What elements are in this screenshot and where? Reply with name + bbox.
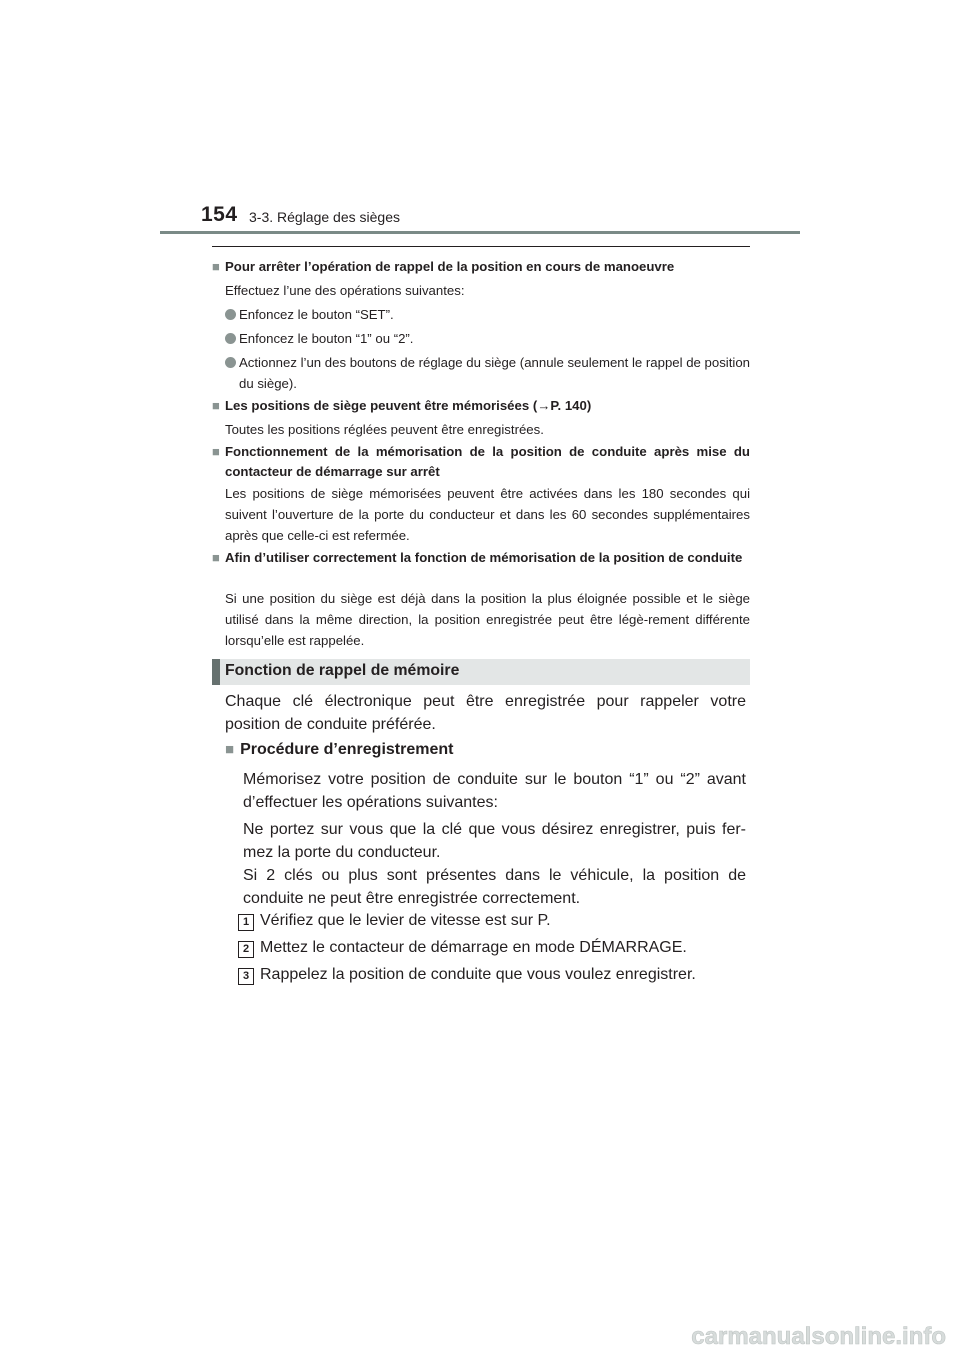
step-text: Rappelez la position de conduite que vous voulez enregistrer. (260, 966, 696, 983)
section-banner (212, 659, 750, 685)
note-heading: ■ Pour arrêter l’opération de rappel de la position en cours de manoeuvre (212, 257, 750, 277)
note-heading: ■ Fonctionnement de la mémorisation de la position de conduite après mise du contacteur de démarrage sur arrêt (212, 444, 750, 479)
note-body: Toutes les positions réglées peuvent être enregistrées. (225, 422, 544, 437)
round-bullet-icon (225, 309, 236, 320)
procedure-paragraph: Si 2 clés ou plus sont présentes dans le véhicule, la position de conduite ne peut être enregistrée correctement. (243, 867, 746, 907)
square-bullet-icon: ■ (212, 444, 220, 459)
header-rule (160, 231, 800, 234)
procedure-paragraph: Mémorisez votre position de conduite sur le bouton “1” ou “2” avant d’effectuer les opérations suivantes: (243, 771, 746, 811)
procedure-paragraph: Ne portez sur vous que la clé que vous désirez enregistrer, puis fer-mez la porte du conducteur. (243, 821, 746, 861)
banner-accent-bar (212, 659, 220, 685)
svg-text:carmanualsonline.info: carmanualsonline.info (691, 1323, 946, 1350)
page-number: 154 (201, 203, 238, 226)
note-body: Les positions de siège mémorisées peuvent être activées dans les 180 secondes qui suivent l’ouverture de la porte du conducteur et dans les 60 secondes supplémentaires après que celle-ci est refermée. (225, 486, 750, 543)
list-item: Enfoncez le bouton “SET”. (225, 304, 750, 325)
step-number: 2 (238, 941, 254, 958)
square-bullet-icon: ■ (212, 398, 220, 413)
note-body: Si une position du siège est déjà dans la position la plus éloignée possible et le siège utilisé dans la même direction, la position enregistrée peut être légè-rement différente lorsqu’elle est rappelée. (225, 591, 750, 648)
section-title: Fonction de rappel de mémoire (225, 662, 460, 679)
section-reference: 3-3. Réglage des sièges (249, 209, 400, 225)
round-bullet-icon (225, 333, 236, 344)
square-bullet-icon: ■ (212, 550, 220, 565)
list-item: Actionnez l’un des boutons de réglage du siège (annule seulement le rappel de position du siège). (225, 352, 750, 394)
procedure-heading: ■ Procédure d’enregistrement (225, 741, 454, 758)
note-heading: ■ Afin d’utiliser correctement la fonction de mémorisation de la position de conduite (212, 548, 750, 568)
list-item: Enfoncez le bouton “1” ou “2”. (225, 328, 750, 349)
step-number: 1 (238, 914, 254, 931)
note-heading: ■ Les positions de siège peuvent être mémorisées (→P. 140) (212, 396, 750, 416)
watermark-logo (570, 1318, 950, 1352)
section-intro: Chaque clé électronique peut être enregistrée pour rappeler votre position de conduite préférée. (225, 693, 746, 733)
step-text: Vérifiez que le levier de vitesse est sur P. (260, 912, 551, 929)
square-bullet-icon: ■ (225, 741, 235, 758)
content-rule (212, 246, 750, 247)
note-body: Effectuez l’une des opérations suivantes: (225, 283, 465, 298)
round-bullet-icon (225, 357, 236, 368)
step-text: Mettez le contacteur de démarrage en mode DÉMARRAGE. (260, 939, 687, 956)
square-bullet-icon: ■ (212, 259, 220, 274)
step-number: 3 (238, 968, 254, 985)
